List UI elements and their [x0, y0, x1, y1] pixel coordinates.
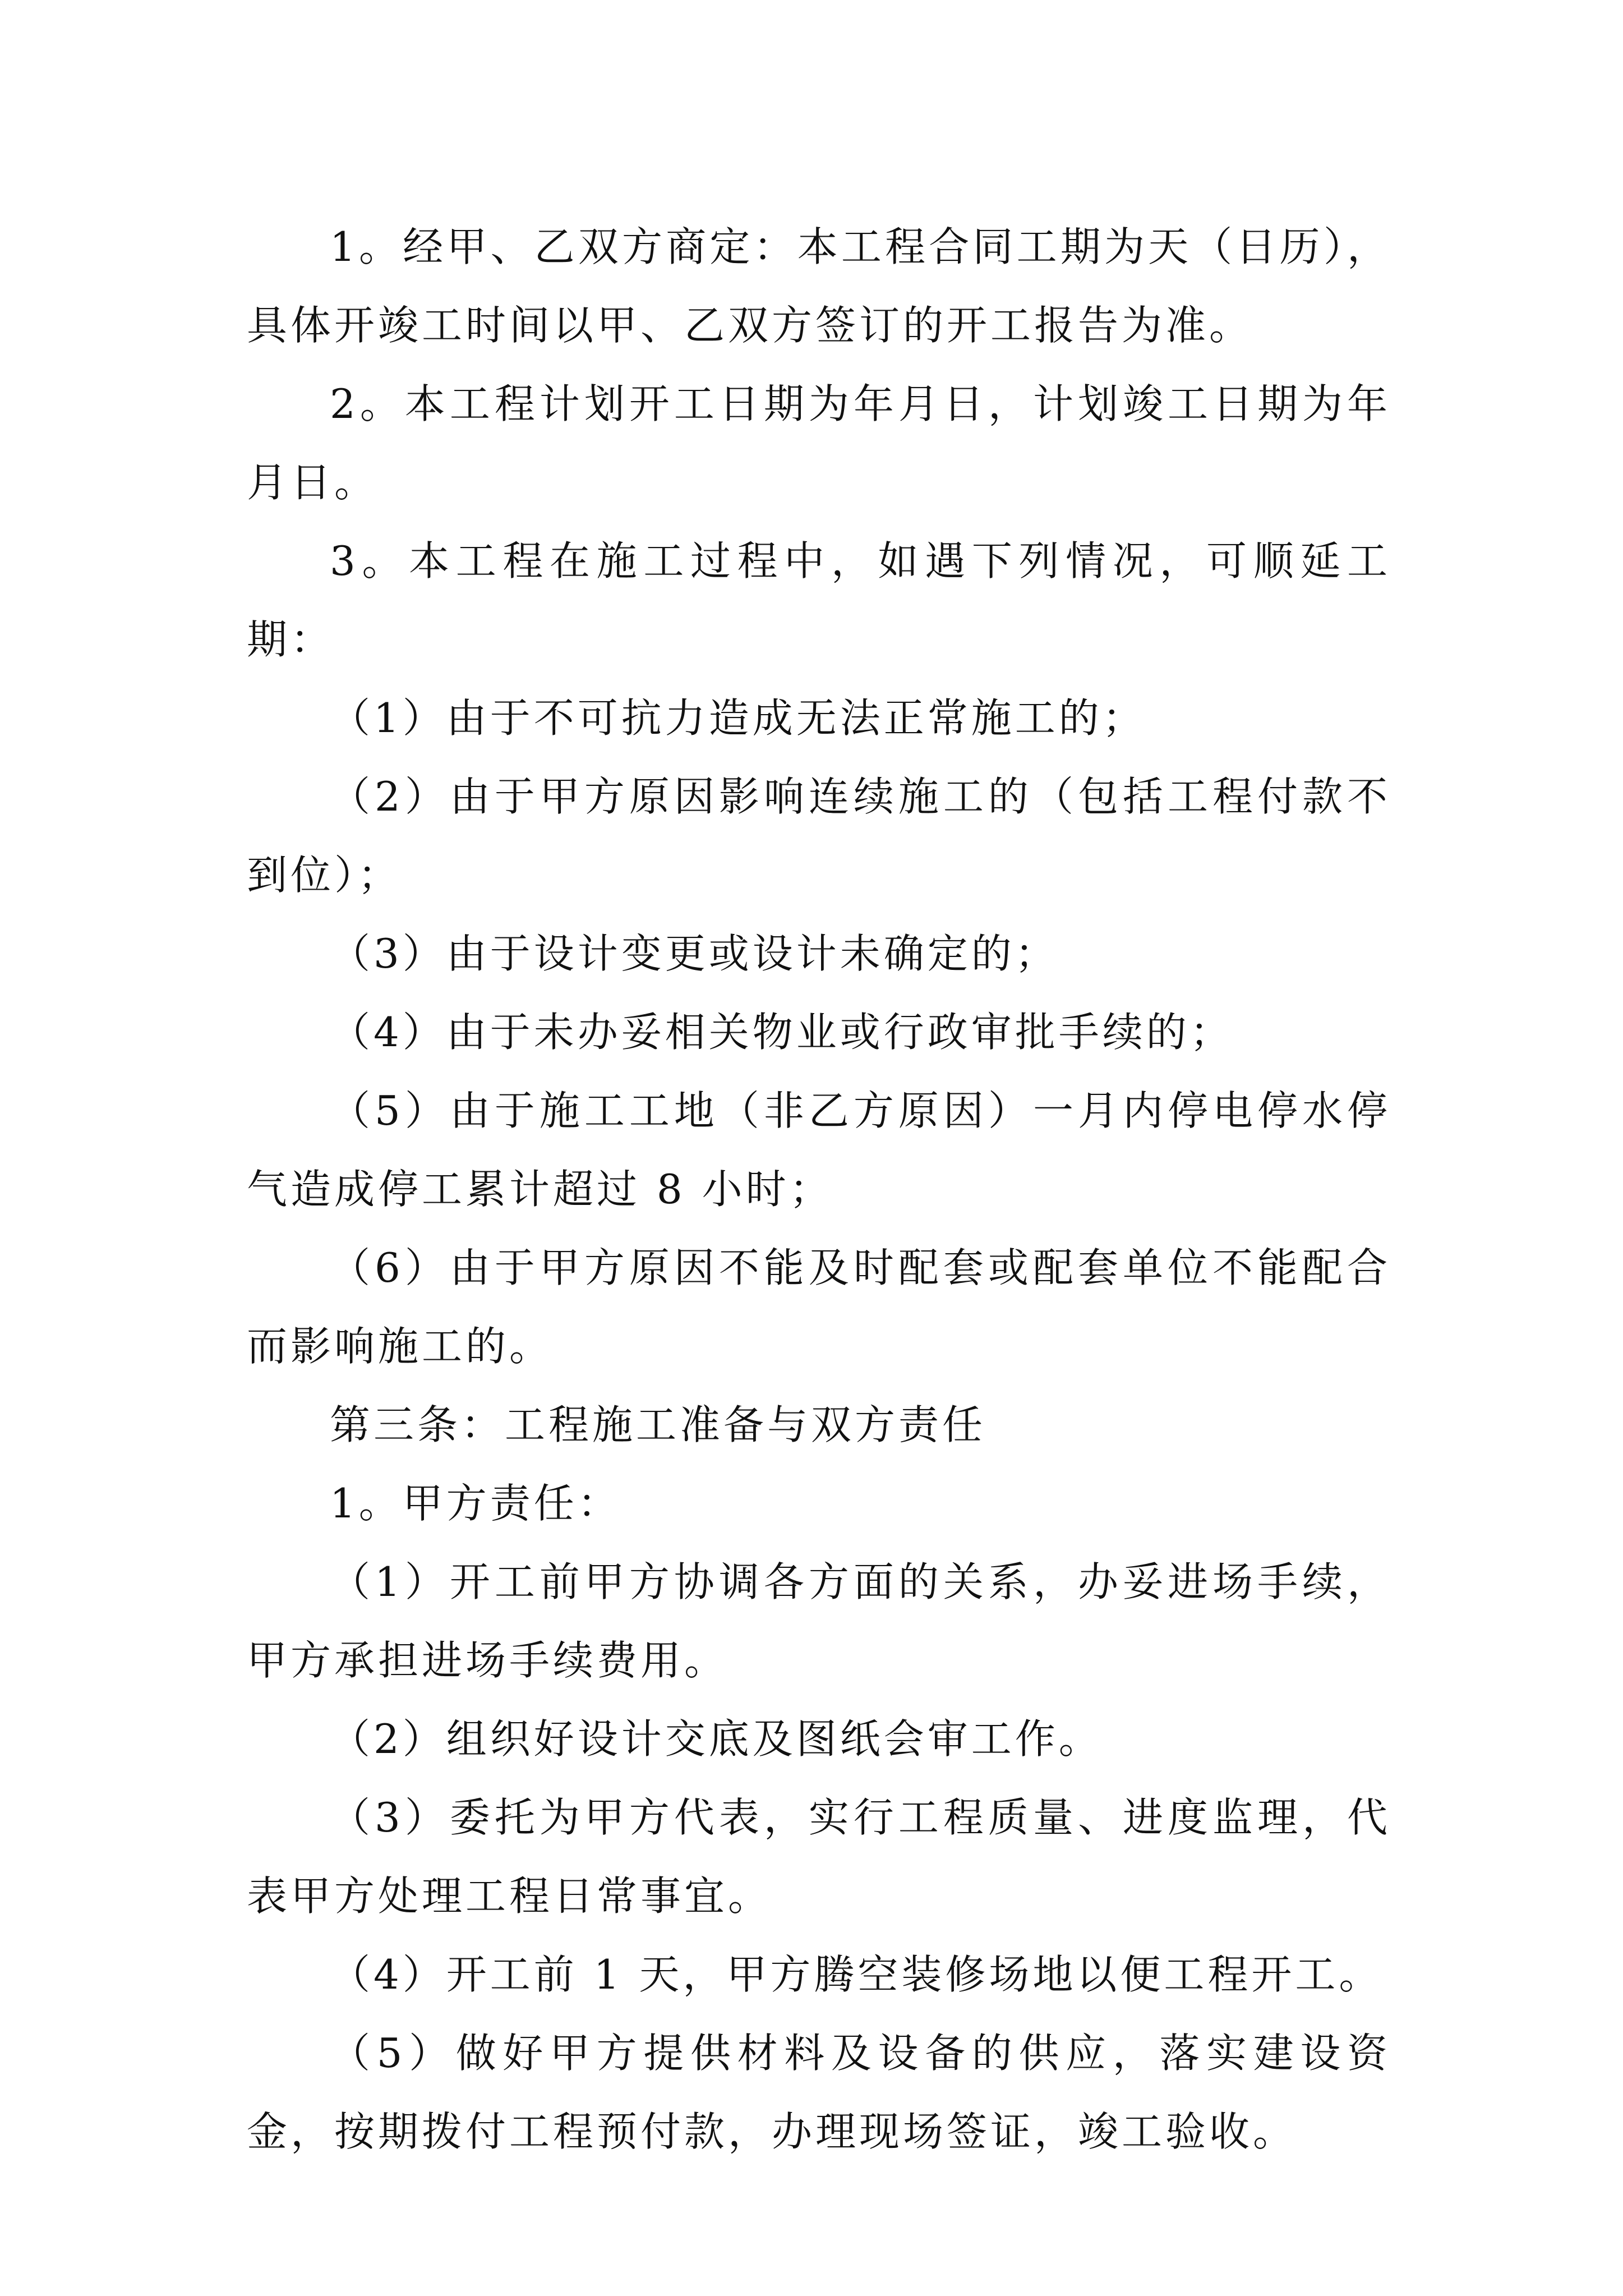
paragraph-condition-5: （5）由于施工工地（非乙方原因）一月内停电停水停气造成停工累计超过 8 小时； — [247, 1087, 1391, 1213]
paragraph-condition-4: （4）由于未办妥相关物业或行政审批手续的； — [330, 1009, 1234, 1056]
paragraph-responsibility-5: （5）做好甲方提供材料及设备的供应，落实建设资金，按期拨付工程预付款，办理现场签证，竣工验收。 — [247, 2030, 1391, 2155]
paragraph-responsibility-2: （2）组织好设计交底及图纸会审工作。 — [330, 1715, 1103, 1763]
paragraph-condition-3: （3）由于设计变更或设计未确定的； — [330, 930, 1059, 977]
paragraph-duration-agreement: 1。经甲、乙双方商定：本工程合同工期为天（日历），具体开竣工时间以甲、乙双方签订的开工报告为准。 — [247, 223, 1391, 349]
document-body — [247, 208, 1391, 2171]
paragraph-extension-conditions: 3。本工程在施工过程中，如遇下列情况，可顺延工期： — [247, 537, 1391, 663]
paragraph-responsibility-3: （3）委托为甲方代表，实行工程质量、进度监理，代表甲方处理工程日常事宜。 — [247, 1794, 1391, 1920]
paragraph-condition-6: （6）由于甲方原因不能及时配套或配套单位不能配合而影响施工的。 — [247, 1244, 1391, 1370]
paragraph-planned-dates: 2。本工程计划开工日期为年月日，计划竣工日期为年月日。 — [247, 380, 1391, 506]
paragraph-party-a-responsibility: 1。甲方责任： — [330, 1480, 621, 1527]
paragraph-condition-2: （2）由于甲方原因影响连续施工的（包括工程付款不到位）； — [247, 773, 1391, 899]
paragraph-condition-1: （1）由于不可抗力造成无法正常施工的； — [330, 694, 1146, 742]
section-heading-article-3: 第三条：工程施工准备与双方责任 — [330, 1401, 986, 1448]
paragraph-responsibility-4: （4）开工前 1 天，甲方腾空装修场地以便工程开工。 — [330, 1951, 1383, 1998]
paragraph-responsibility-1: （1）开工前甲方协调各方面的关系，办妥进场手续，甲方承担进场手续费用。 — [247, 1558, 1391, 1684]
